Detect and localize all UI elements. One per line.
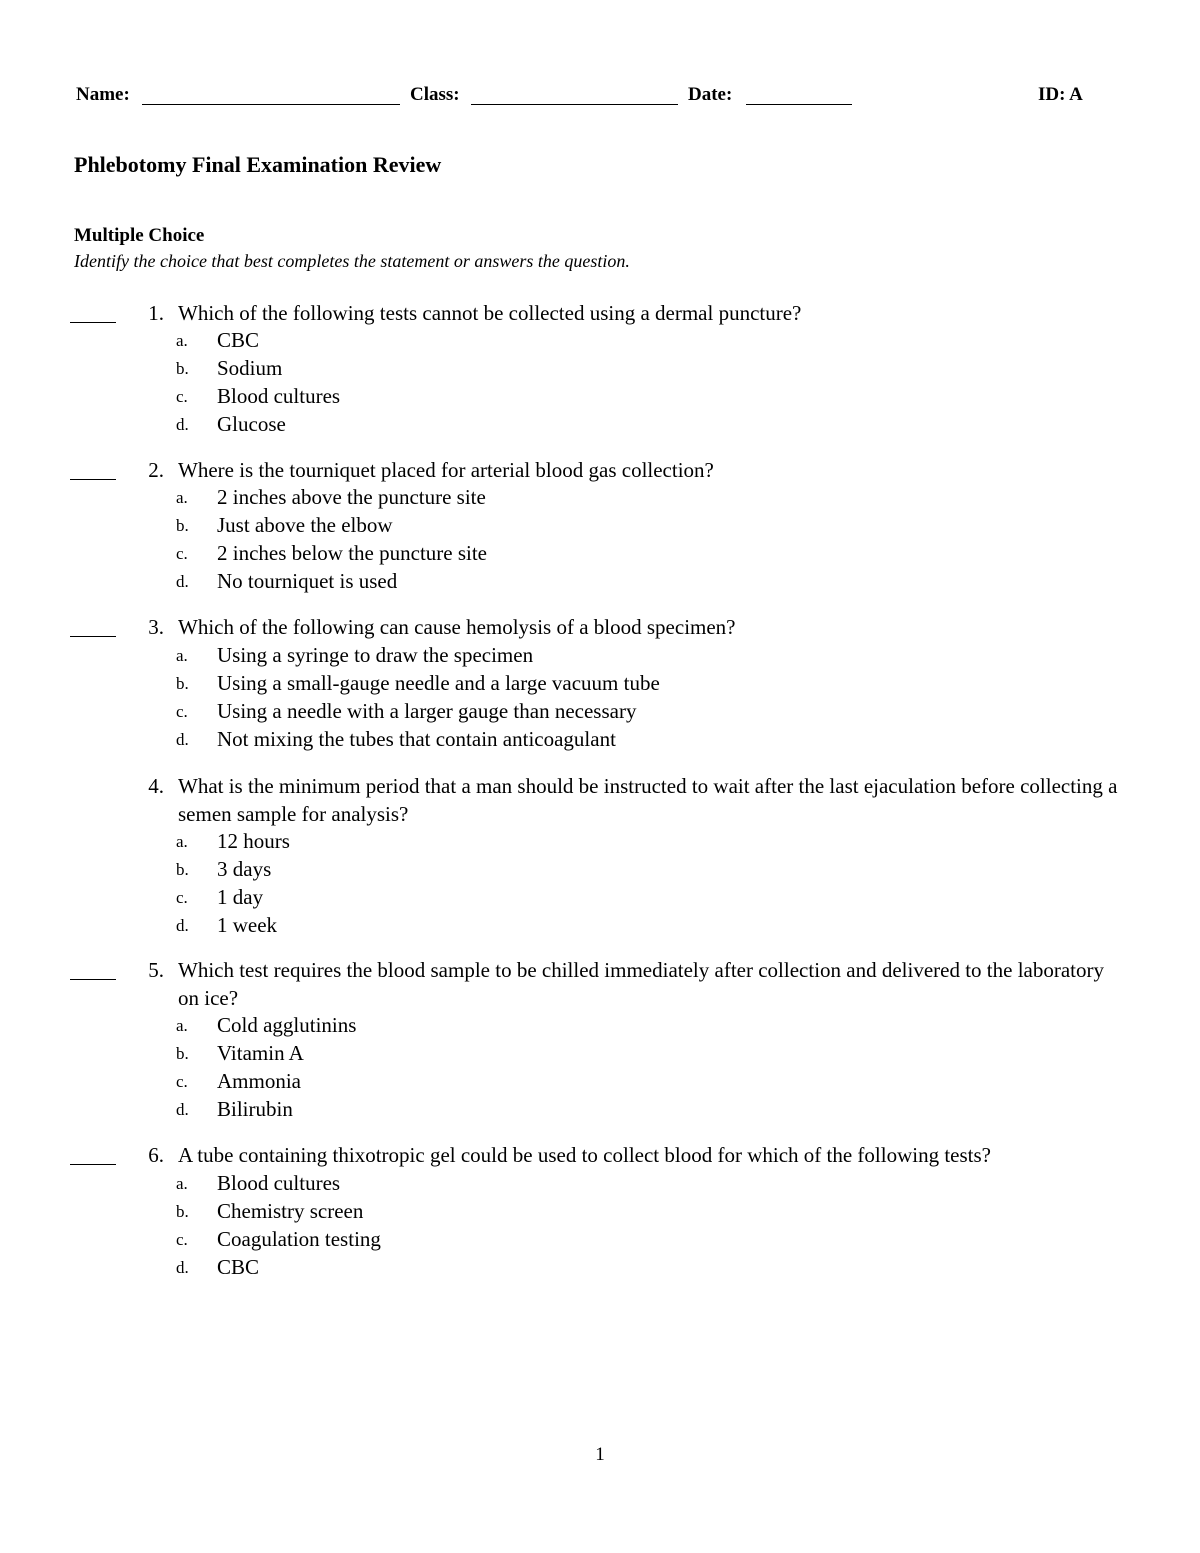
page-title: Phlebotomy Final Examination Review xyxy=(74,152,442,177)
option-text: Cold agglutinins xyxy=(217,1013,357,1037)
option-letter: b. xyxy=(176,359,189,378)
option-text: 3 days xyxy=(217,857,272,881)
option-text: Just above the elbow xyxy=(217,513,393,537)
class-field[interactable] xyxy=(471,104,678,105)
option-letter: b. xyxy=(176,860,189,879)
option-text: 2 inches above the puncture site xyxy=(217,485,486,509)
option-a xyxy=(0,1170,1000,1198)
option-text: 12 hours xyxy=(217,829,290,853)
option-text: Not mixing the tubes that contain anticoagulant xyxy=(217,727,616,751)
option-text: CBC xyxy=(217,328,260,352)
id-label: ID: A xyxy=(1038,84,1083,105)
option-letter: d. xyxy=(176,916,189,935)
option-text: Sodium xyxy=(217,356,283,380)
page-number: 1 xyxy=(595,1444,605,1465)
question-number: 3. xyxy=(148,615,164,639)
name-field[interactable] xyxy=(142,104,400,105)
option-letter: b. xyxy=(176,1202,189,1221)
answer-blank[interactable] xyxy=(70,979,116,980)
option-b xyxy=(0,1198,1000,1226)
question-text: What is the minimum period that a man should be instructed to wait after the last ejaculation before collecting a semen sample for analysis? xyxy=(178,774,1118,826)
option-text: Chemistry screen xyxy=(217,1199,364,1223)
option-c xyxy=(0,1068,1000,1096)
option-text: 1 day xyxy=(217,885,264,909)
question-number: 5. xyxy=(148,958,164,982)
answer-blank[interactable] xyxy=(70,479,116,480)
date-field[interactable] xyxy=(746,104,852,105)
option-text: CBC xyxy=(217,1255,260,1279)
option-a xyxy=(0,828,1000,856)
option-a xyxy=(0,327,1000,355)
option-letter: a. xyxy=(176,331,188,350)
option-text: Coagulation testing xyxy=(217,1227,381,1251)
option-letter: a. xyxy=(176,832,188,851)
option-letter: d. xyxy=(176,572,189,591)
option-b xyxy=(0,1040,1000,1068)
question-text: Which test requires the blood sample to be chilled immediately after collection and delivered to the laboratory on ice? xyxy=(178,958,1105,1010)
answer-blank[interactable] xyxy=(70,322,116,323)
option-text: No tourniquet is used xyxy=(217,569,398,593)
option-a xyxy=(0,484,1000,512)
option-d xyxy=(0,411,1000,439)
option-text: Glucose xyxy=(217,412,286,436)
option-letter: d. xyxy=(176,1258,189,1277)
option-c xyxy=(0,698,1000,726)
question-text: Which of the following can cause hemolysis of a blood specimen? xyxy=(178,615,736,639)
option-text: 2 inches below the puncture site xyxy=(217,541,488,565)
option-letter: c. xyxy=(176,702,188,721)
option-text: Blood cultures xyxy=(217,384,341,408)
answer-blank[interactable] xyxy=(70,1164,116,1165)
option-text: Blood cultures xyxy=(217,1171,341,1195)
option-letter: d. xyxy=(176,1100,189,1119)
option-d xyxy=(0,726,1000,754)
option-b xyxy=(0,512,1000,540)
option-letter: a. xyxy=(176,646,188,665)
option-letter: a. xyxy=(176,488,188,507)
option-letter: a. xyxy=(176,1174,188,1193)
option-c xyxy=(0,1226,1000,1254)
option-b xyxy=(0,355,1000,383)
option-letter: c. xyxy=(176,387,188,406)
option-text: Vitamin A xyxy=(217,1041,304,1065)
option-b xyxy=(0,856,1000,884)
option-d xyxy=(0,1254,1000,1282)
option-d xyxy=(0,912,1000,940)
question-text: A tube containing thixotropic gel could be used to collect blood for which of the following tests? xyxy=(178,1143,991,1167)
section-instructions: Identify the choice that best completes the statement or answers the question. xyxy=(74,251,630,271)
question-number: 1. xyxy=(148,301,164,325)
option-letter: c. xyxy=(176,1072,188,1091)
name-label: Name: xyxy=(76,84,130,105)
option-a xyxy=(0,642,1000,670)
question-number: 2. xyxy=(148,458,164,482)
answer-blank[interactable] xyxy=(70,636,116,637)
option-text: Using a small-gauge needle and a large vacuum tube xyxy=(217,671,660,695)
option-a xyxy=(0,1012,1000,1040)
option-d xyxy=(0,1096,1000,1124)
option-text: Using a needle with a larger gauge than necessary xyxy=(217,699,637,723)
option-c xyxy=(0,383,1000,411)
date-label: Date: xyxy=(688,84,733,105)
question-text: Where is the tourniquet placed for arterial blood gas collection? xyxy=(178,458,714,482)
question-number: 4. xyxy=(148,774,164,798)
option-c xyxy=(0,884,1000,912)
option-text: 1 week xyxy=(217,913,278,937)
option-text: Ammonia xyxy=(217,1069,301,1093)
section-heading: Multiple Choice xyxy=(74,225,205,246)
option-text: Using a syringe to draw the specimen xyxy=(217,643,534,667)
question-text: Which of the following tests cannot be collected using a dermal puncture? xyxy=(178,301,802,325)
option-letter: d. xyxy=(176,415,189,434)
option-b xyxy=(0,670,1000,698)
option-letter: d. xyxy=(176,730,189,749)
option-letter: c. xyxy=(176,1230,188,1249)
question-number: 6. xyxy=(148,1143,164,1167)
option-letter: b. xyxy=(176,674,189,693)
option-c xyxy=(0,540,1000,568)
option-text: Bilirubin xyxy=(217,1097,293,1121)
option-d xyxy=(0,568,1000,596)
option-letter: b. xyxy=(176,1044,189,1063)
option-letter: b. xyxy=(176,516,189,535)
option-letter: c. xyxy=(176,888,188,907)
option-letter: a. xyxy=(176,1016,188,1035)
class-label: Class: xyxy=(410,84,460,105)
option-letter: c. xyxy=(176,544,188,563)
